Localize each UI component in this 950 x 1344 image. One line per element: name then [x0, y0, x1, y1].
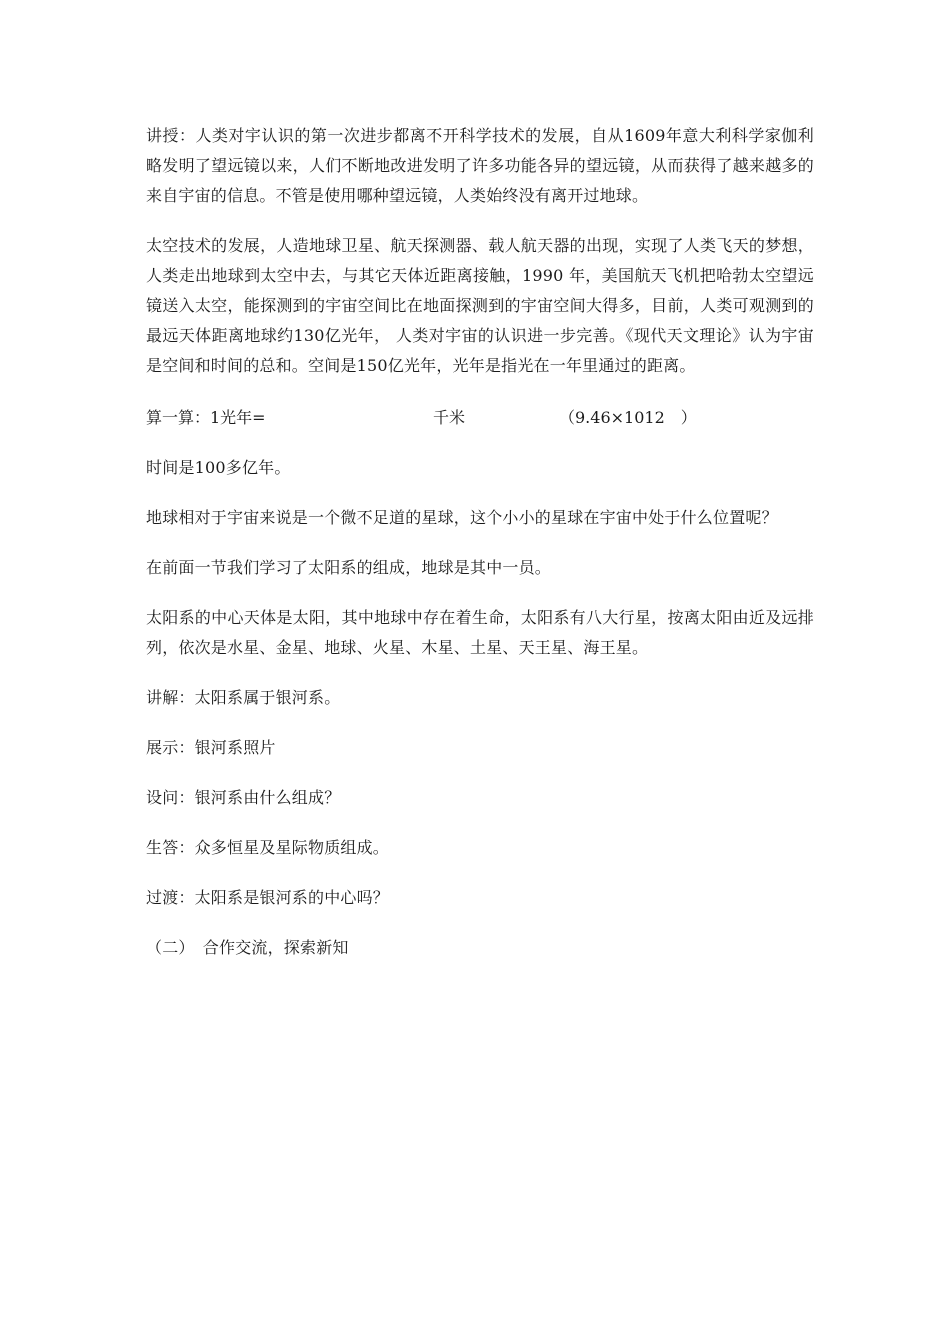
- paragraph-display: 展示：银河系照片: [146, 738, 276, 757]
- paragraph-transition: 过渡：太阳系是银河系的中心吗？: [146, 888, 390, 907]
- calculation-answer: （9.46×1012 ）: [559, 408, 697, 427]
- paragraph-student-answer: 生答：众多恒星及星际物质组成。: [146, 838, 390, 857]
- calculation-unit: 千米: [433, 408, 466, 427]
- paragraph-space-technology: 太空技术的发展，人造地球卫星、航天探测器、载人航天器的出现，实现了人类飞天的梦想，人类走出地球到太空中去，与其它天体近距离接触，1990 年，美国航天飞机把哈勃太空望远镜送入太空，能探测到的宇宙空间比在地面探测到的宇宙空间大得多，目前，人类可观测到的最远天体距离地球约130亿光年， 人类对宇宙的认识进一步完善。《现代天文理论》认为宇宙是空间和时间的总和。空间是150亿光年，光年是指光在一年里通过的距离。: [146, 236, 814, 375]
- paragraph-earth-position-question: 地球相对于宇宙来说是一个微不足道的星球，这个小小的星球在宇宙中处于什么位置呢？: [146, 508, 778, 527]
- paragraph-solar-system-review: 在前面一节我们学习了太阳系的组成，地球是其中一员。: [146, 558, 552, 577]
- paragraph-question: 设问：银河系由什么组成？: [146, 788, 341, 807]
- document-page: [146, 121, 814, 963]
- paragraph-lecture: 讲授：人类对宇认识的第一次进步都离不开科学技术的发展，自从1609年意大利科学家伽利略发明了望远镜以来，人们不断地改进发明了许多功能各异的望远镜，从而获得了越来越多的来自宇宙的信息。不管是使用哪种望远镜，人类始终没有离开过地球。: [146, 126, 814, 205]
- section-heading: （二） 合作交流，探索新知: [146, 938, 349, 957]
- calculation-row: [146, 403, 814, 433]
- paragraph-explanation: 讲解：太阳系属于银河系。: [146, 688, 341, 707]
- paragraph-solar-system-planets: 太阳系的中心天体是太阳，其中地球中存在着生命，太阳系有八大行星，按离太阳由近及远排列，依次是水星、金星、地球、火星、木星、土星、天王星、海王星。: [146, 608, 814, 657]
- calculation-question: 算一算：1光年=: [146, 408, 266, 427]
- paragraph-time: 时间是100多亿年。: [146, 458, 291, 477]
